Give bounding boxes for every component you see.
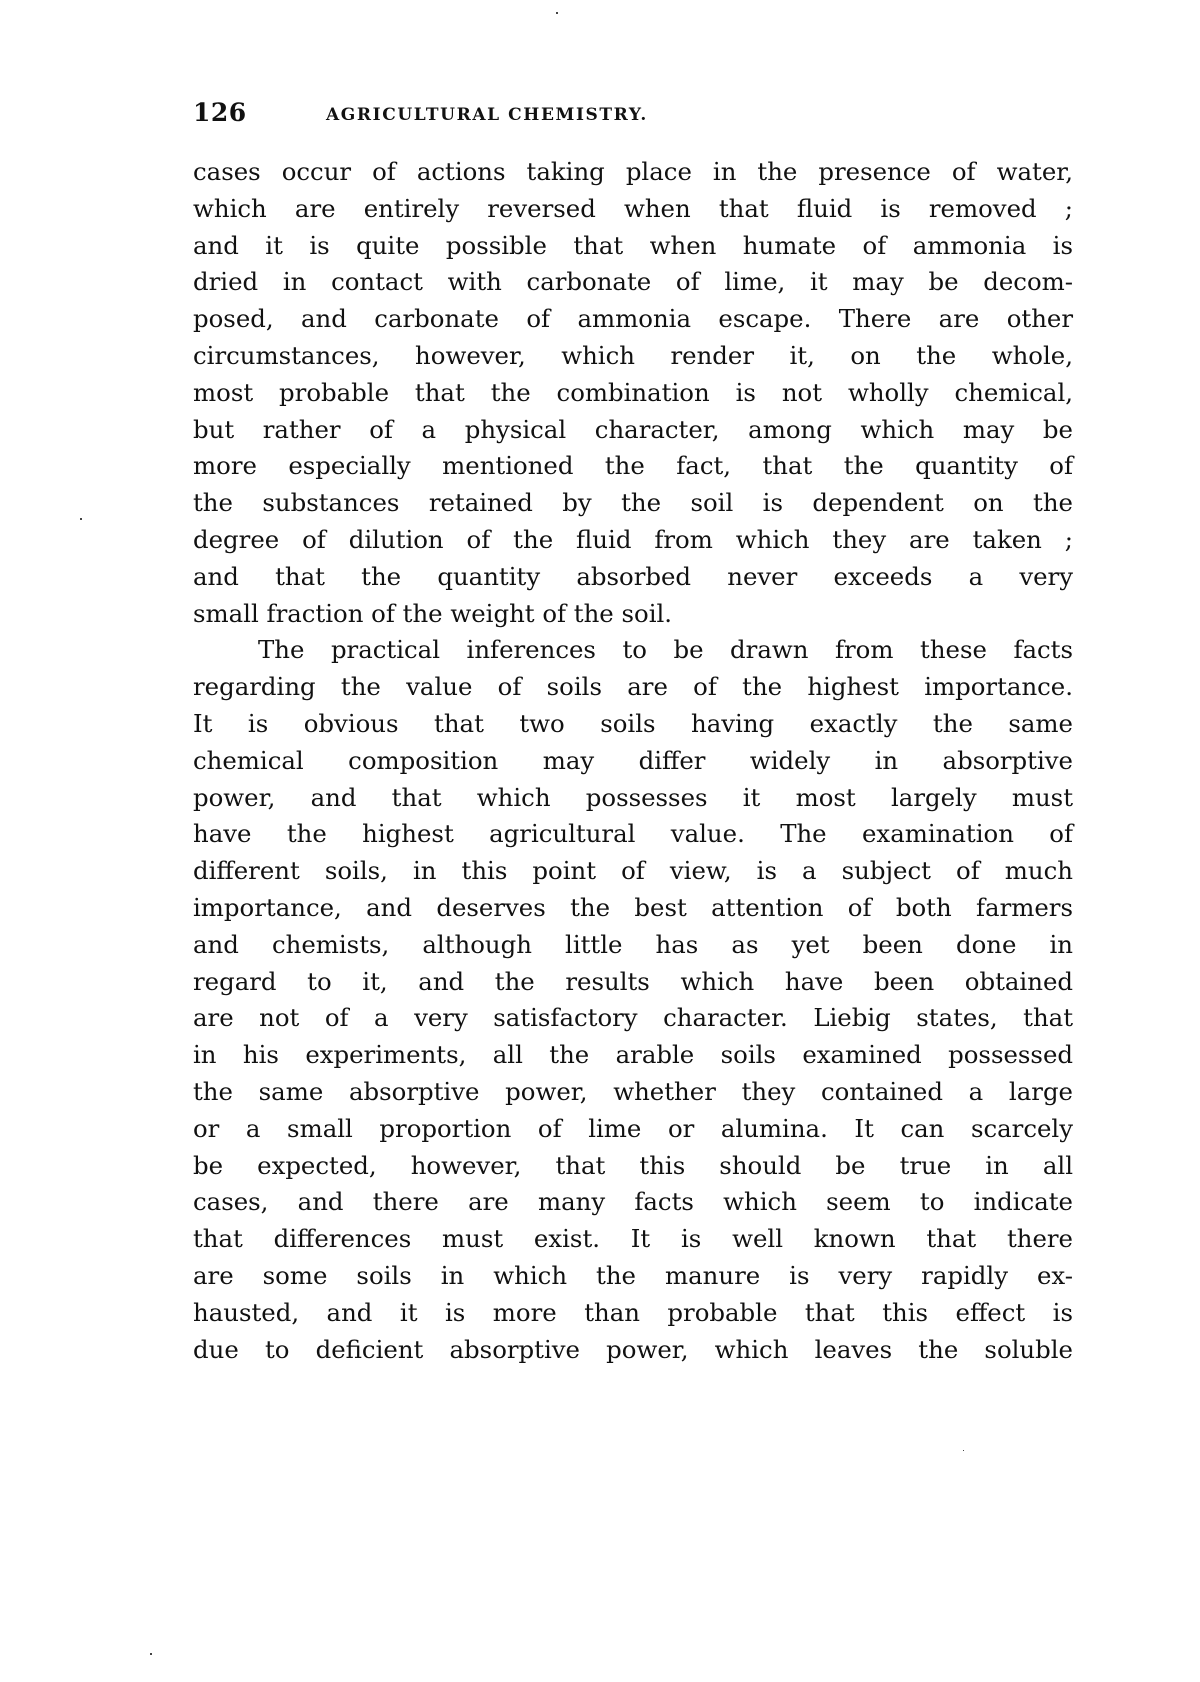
text-line: and that the quantity absorbed never exceeds a very — [193, 561, 1073, 591]
text-line: power, and that which possesses it most largely must — [193, 782, 1073, 812]
text-line: and it is quite possible that when humate of ammonia is — [193, 230, 1073, 260]
text-line: have the highest agricultural value. The examination of — [193, 819, 1073, 849]
text-line: importance, and deserves the best attention of both farmers — [193, 892, 1073, 922]
text-line: that differences must exist. It is well known that there — [193, 1224, 1073, 1254]
text-line: circumstances, however, which render it, on the whole, — [193, 340, 1073, 370]
text-line: cases, and there are many facts which seem to indicate — [193, 1187, 1073, 1217]
scan-speck — [150, 1653, 152, 1655]
text-line: degree of dilution of the fluid from which they are taken ; — [193, 524, 1073, 554]
text-line: cases occur of actions taking place in the presence of water, — [193, 157, 1073, 186]
text-line: due to deficient absorptive power, which leaves the soluble — [193, 1334, 1073, 1364]
body-text — [193, 154, 1073, 1368]
text-line: The practical inferences to be drawn from these facts — [258, 635, 1073, 665]
scan-speck — [556, 12, 558, 14]
text-line: posed, and carbonate of ammonia escape. There are other — [193, 304, 1073, 334]
text-line: but rather of a physical character, among which may be — [193, 414, 1073, 444]
text-line: and chemists, although little has as yet been done in — [193, 929, 1073, 959]
paragraph-1 — [193, 154, 1073, 632]
scan-speck — [80, 518, 82, 520]
text-line: are not of a very satisfactory character. Liebig states, that — [193, 1003, 1073, 1033]
paragraph-2 — [193, 632, 1073, 1368]
text-line: regarding the value of soils are of the highest importance. — [193, 672, 1073, 702]
text-line: most probable that the combination is not wholly chemical, — [193, 377, 1073, 407]
text-line: regard to it, and the results which have been obtained — [193, 966, 1073, 996]
text-line: It is obvious that two soils having exactly the same — [193, 708, 1073, 738]
scan-speck — [963, 1450, 964, 1451]
text-line: which are entirely reversed when that fluid is removed ; — [193, 193, 1073, 223]
page-header — [193, 98, 1073, 134]
running-head: AGRICULTURAL CHEMISTRY. — [326, 105, 648, 125]
text-line: in his experiments, all the arable soils examined possessed — [193, 1040, 1073, 1070]
text-line: the substances retained by the soil is dependent on the — [193, 488, 1073, 518]
text-line: the same absorptive power, whether they contained a large — [193, 1076, 1073, 1106]
text-line: dried in contact with carbonate of lime, it may be decom- — [193, 267, 1073, 297]
text-line: be expected, however, that this should be true in all — [193, 1150, 1073, 1180]
page-number: 126 — [193, 98, 247, 127]
text-line: hausted, and it is more than probable that this effect is — [193, 1297, 1073, 1327]
text-line: different soils, in this point of view, is a subject of much — [193, 856, 1073, 886]
text-line: chemical composition may differ widely in absorptive — [193, 745, 1073, 775]
text-line: small fraction of the weight of the soil. — [193, 598, 673, 628]
text-line: are some soils in which the manure is very rapidly ex- — [193, 1260, 1073, 1290]
text-line: more especially mentioned the fact, that the quantity of — [193, 451, 1073, 481]
text-line: or a small proportion of lime or alumina. It can scarcely — [193, 1113, 1073, 1143]
